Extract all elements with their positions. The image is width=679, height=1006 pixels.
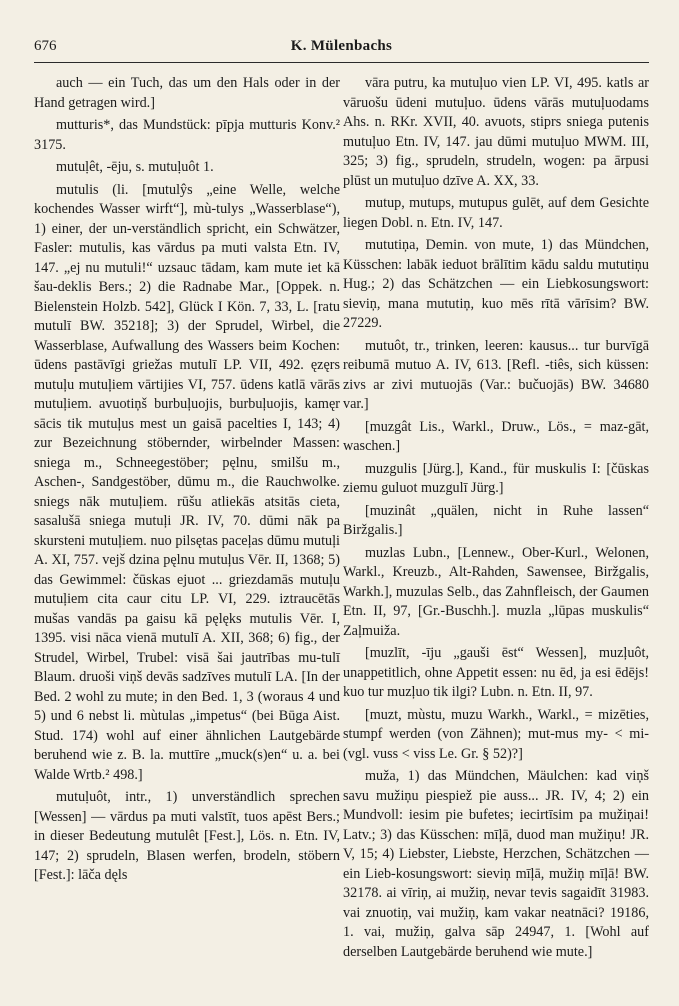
- page-number: 676: [34, 38, 57, 54]
- entry-paragraph: mututiņa, Demin. von mute, 1) das Mündchen, Küsschen: labāk ieduot brālītim kādu saldu mututiņu Hug.; 2) das Schätzchen — ein Liebkosungswort: sieviņ, mana mututiņ, kuo mēs rītā vārīsim? BW. 27229.: [343, 237, 649, 331]
- running-head: K. Mülenbachs: [290, 38, 393, 54]
- entry-paragraph: muža, 1) das Mündchen, Mäulchen: kad viņš savu mužiņu piespiež pie auss... JR. IV, 4; 2) ein Mundvoll: iesim pie bufetes; iecirtīsim pa mužiņai! Latv.; 3) das Küsschen: mīļā, duod man mužiņu! JR. V, 15; 4) Liebster, Liebste, Herzchen, Schätzchen — ein Lieb-kosungswort: sieviņ mīļā, mužiņ mīļā! BW. 32178. ai vīriņ, ai mužiņ, nevar tevis sagaidīt 31983. vai znuotiņ, vai mužiņ, kam vakar neatnāci? 19186, 1. vai, mužiņ, galva sāp 24947, 1. [Wohl auf derselben Lautgebärde beruhend wie mute.]: [343, 768, 649, 960]
- header-rule: [34, 62, 649, 63]
- entry-paragraph: [muzlīt, -īju „gauši ēst“ Wessen], muzļuôt, unappetitlich, ohne Appetit essen: nu ēd, ja esi ēdējs! kuo tur muzļuo tik ilgi? Lubn. n. Etn. II, 97.: [343, 645, 649, 700]
- entry-paragraph: mutturis*, das Mundstück: pīpja mutturis Konv.² 3175.: [34, 117, 340, 153]
- entry-paragraph: [muzt, mùstu, muzu Warkh., Warkl., = mizēties, stumpf werden (von Zähnen); mut-mus my- < mi- (vgl. vuss < viss Le. Gr. § 52)?]: [343, 706, 649, 762]
- entry-paragraph: muzlas Lubn., [Lennew., Ober-Kurl., Welonen, Warkl., Kreuzb., Alt-Rahden, Sawensee, Biržgalis, Warkh.], muzulas Selb., das Zahnfleisch, der Gaumen Etn. II, 97, [Gr.-Buschh.]. muzla „lūpas muskulis“ Zaļmuiža.: [343, 544, 649, 639]
- entry-paragraph: [muzinât „quälen, nicht in Ruhe lassen“ Biržgalis.]: [343, 502, 649, 538]
- right-column: [343, 74, 649, 962]
- entry-paragraph: mutuḷuôt, intr., 1) unverständlich sprechen [Wessen] — vārdus pa muti valstīt, tuos apēst Bers.; in dieser Bedeutung mutulêt [Fest.], Lös. n. Etn. IV, 147; 2) sprudeln, Blasen werfen, brodeln, stöbern [Fest.]: lāča dęls: [34, 789, 340, 883]
- entry-paragraph: vāra putru, ka mutuļuo vien LP. VI, 495. katls ar vāruošu ūdeni mutuļuo. ūdens vārās mutuļuodams Ahs. n. RKr. XVII, 40. avuots, stiprs sniega putenis mutuļuo Etn. IV, 147. jau dūmi mutuļuo MWM. III, 325; 3) fig., sprudeln, strudeln, wogen: pa ārpusi plūst un mutuļuo dzīve A. XX, 33.: [343, 75, 649, 189]
- entry-paragraph: mutuôt, tr., trinken, leeren: kausus... tur burvīgā reibumā mutuo A. IV, 613. [Refl. -tiês, sich küssen: zivs ar zivi mutuojās (Var.: bučuojās) BW. 34680 var.]: [343, 337, 649, 412]
- page-header: [34, 36, 649, 60]
- entry-paragraph: mutup, mutups, mutupus gulēt, auf dem Gesichte liegen Dobl. n. Etn. IV, 147.: [343, 195, 649, 231]
- entry-paragraph: mutulis (li. [mutulŷs „eine Welle, welche kochendes Wasser wirft“], mù-tulys „Wasserblase“), 1) einer, der un-verständlich spricht, ein Schwätzer, Fasler: mutulis, kas vārdus pa muti valsta Etn. IV, 147. „ej nu mutuli!“ uzsauc tādam, kam mute iet kā šau-deklis Bers.; 2) die Radnabe Mar., [Oppek. n. Bielenstein Holzb. 542], Glück I Kön. 7, 33, L. [ratu mutulī BW. 35218]; 3) der Sprudel, Wirbel, die Wasserblase, Aufwallung des Wassers beim Kochen: ūdens pastāvīgi griežas mutulī LP. VII, 492. ęzęrs mutuļu mutuļiem vārtijies VI, 757. ūdens katlā vārās mutuļiem. avuotiņš burbuļuojis, burbuļuojis, kamęr sācis tik mutuļus mest un gaisā pacelties I, 143; 4) zur Bezeichnung stöbernder, wirbelnder Massen: sniega m., Schneegestöber; pęlnu, smilšu m., Aschen-, Sandgestöber, dūmu m., die Rauchwolke. sniegs nāk mutuļiem. rūšu atliekās atsitās cieta, sasalušā sniega mutuļi JR. IV, 70. dūmi nāk pa skursteni mutuļiem. nuo pilsętas paceļas dūmu mutuļi A. XI, 757. vejš dzina pęlnu mutuļus Vēr. II, 1368; 5) das Gewimmel: čūskas ejuot ... griezdamās mutuļu mutuļiem cita caur citu LP. VI, 229. iztraucētās mušas vandās pa gaisu kā pęlęks mutulis Vēr. I, 1395. visi nāca vienā mutulī A. XII, 368; 6) fig., der Strudel, Wirbel, Trubel: visā šai jautrības mu-tulī Blaum. druoši viņš devās sadzīves mutulī LA. [In der Bed. 2 wohl zu mute; in den Bed. 1, 3 (woraus 4 und 5) und 6 nebst li. mùtulas „impetus“ (bei Būga Aist. Stud. 174) wohl auf einer ähnlichen Lautgebärde beruhend wie z. B. la. muttīre „muck(s)en“ u. a. bei Walde Wrtb.² 498.]: [34, 181, 340, 783]
- entry-paragraph: [muzgât Lis., Warkl., Druw., Lös., = maz-gāt, waschen.]: [343, 418, 649, 454]
- entry-paragraph: auch — ein Tuch, das um den Hals oder in der Hand getragen wird.]: [34, 75, 340, 111]
- left-column: [34, 74, 340, 886]
- entry-paragraph: mutuḷêt, -ēju, s. mutuḷuôt 1.: [56, 159, 214, 175]
- entry-paragraph: muzgulis [Jürg.], Kand., für muskulis I: [čūskas ziemu guluot muzgulī Jürg.]: [343, 460, 649, 496]
